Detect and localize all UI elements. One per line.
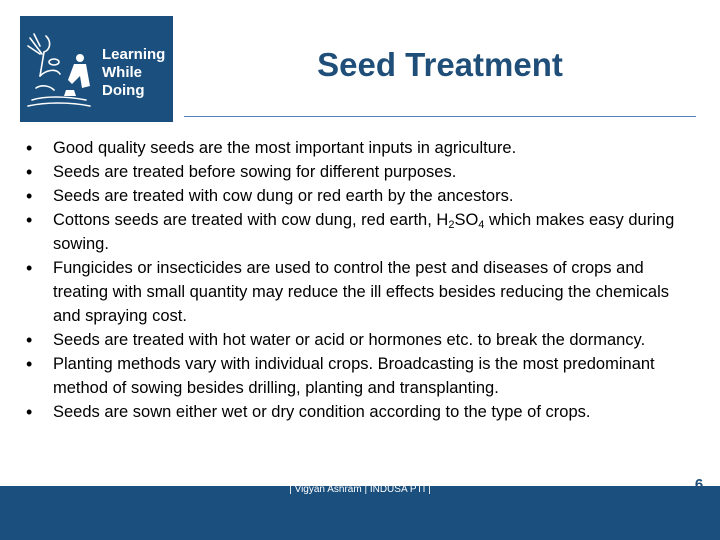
bullet-text-part: SO (454, 211, 479, 229)
bullet-item (26, 352, 694, 400)
bullet-text: Seeds are treated with cow dung or red earth by the ancestors. (53, 187, 514, 205)
bullet-item (26, 256, 694, 328)
subscript-4: 4 (478, 219, 485, 231)
bullet-item (26, 184, 694, 208)
subscript-2: 2 (448, 219, 455, 231)
bullet-dot: • (26, 402, 33, 422)
logo-line-1: Learning (102, 46, 166, 63)
bullet-dot: • (26, 330, 33, 350)
bullet-text: Planting methods vary with individual crops. Broadcasting is the most predominant method of sowing besides drilling, planting and transplanting. (53, 355, 655, 397)
logo (20, 16, 173, 122)
bullet-dot: • (26, 354, 33, 374)
logo-line-2: While (102, 64, 142, 81)
bullet-dot: • (26, 210, 33, 230)
bullet-list (26, 136, 694, 424)
bullet-text (53, 211, 674, 253)
bullet-text: Seeds are sown either wet or dry condition according to the type of crops. (53, 403, 591, 421)
bullet-dot: • (26, 258, 33, 278)
slide-title: Seed Treatment (317, 46, 563, 83)
bullet-dot: • (26, 138, 33, 158)
bullet-item (26, 208, 694, 256)
bullet-dot: • (26, 162, 33, 182)
logo-line-3: Doing (102, 82, 145, 99)
bullet-text-part: which makes easy during sowing. (53, 211, 675, 253)
page-number: 6 (694, 476, 704, 493)
logo-text (102, 46, 165, 100)
bullet-text: Seeds are treated before sowing for different purposes. (53, 163, 457, 181)
person-planting-icon (20, 16, 100, 122)
bullet-dot: • (26, 186, 33, 206)
title-divider (184, 116, 696, 117)
bullet-text: Good quality seeds are the most important inputs in agriculture. (53, 139, 517, 157)
bullet-text: Fungicides or insecticides are used to control the pest and diseases of crops and treating with small quantity may reduce the ill effects besides reducing the chemicals and spraying cost. (53, 259, 670, 325)
bullet-item (26, 328, 694, 352)
bullet-item (26, 136, 694, 160)
bullet-item (26, 160, 694, 184)
footer-text: | Vigyan Ashram | INDUSA PTI | (289, 484, 431, 495)
bullet-text-part: Cottons seeds are treated with cow dung, red earth, H (53, 211, 449, 229)
bullet-text: Seeds are treated with hot water or acid or hormones etc. to break the dormancy. (53, 331, 646, 349)
bullet-item (26, 400, 694, 424)
